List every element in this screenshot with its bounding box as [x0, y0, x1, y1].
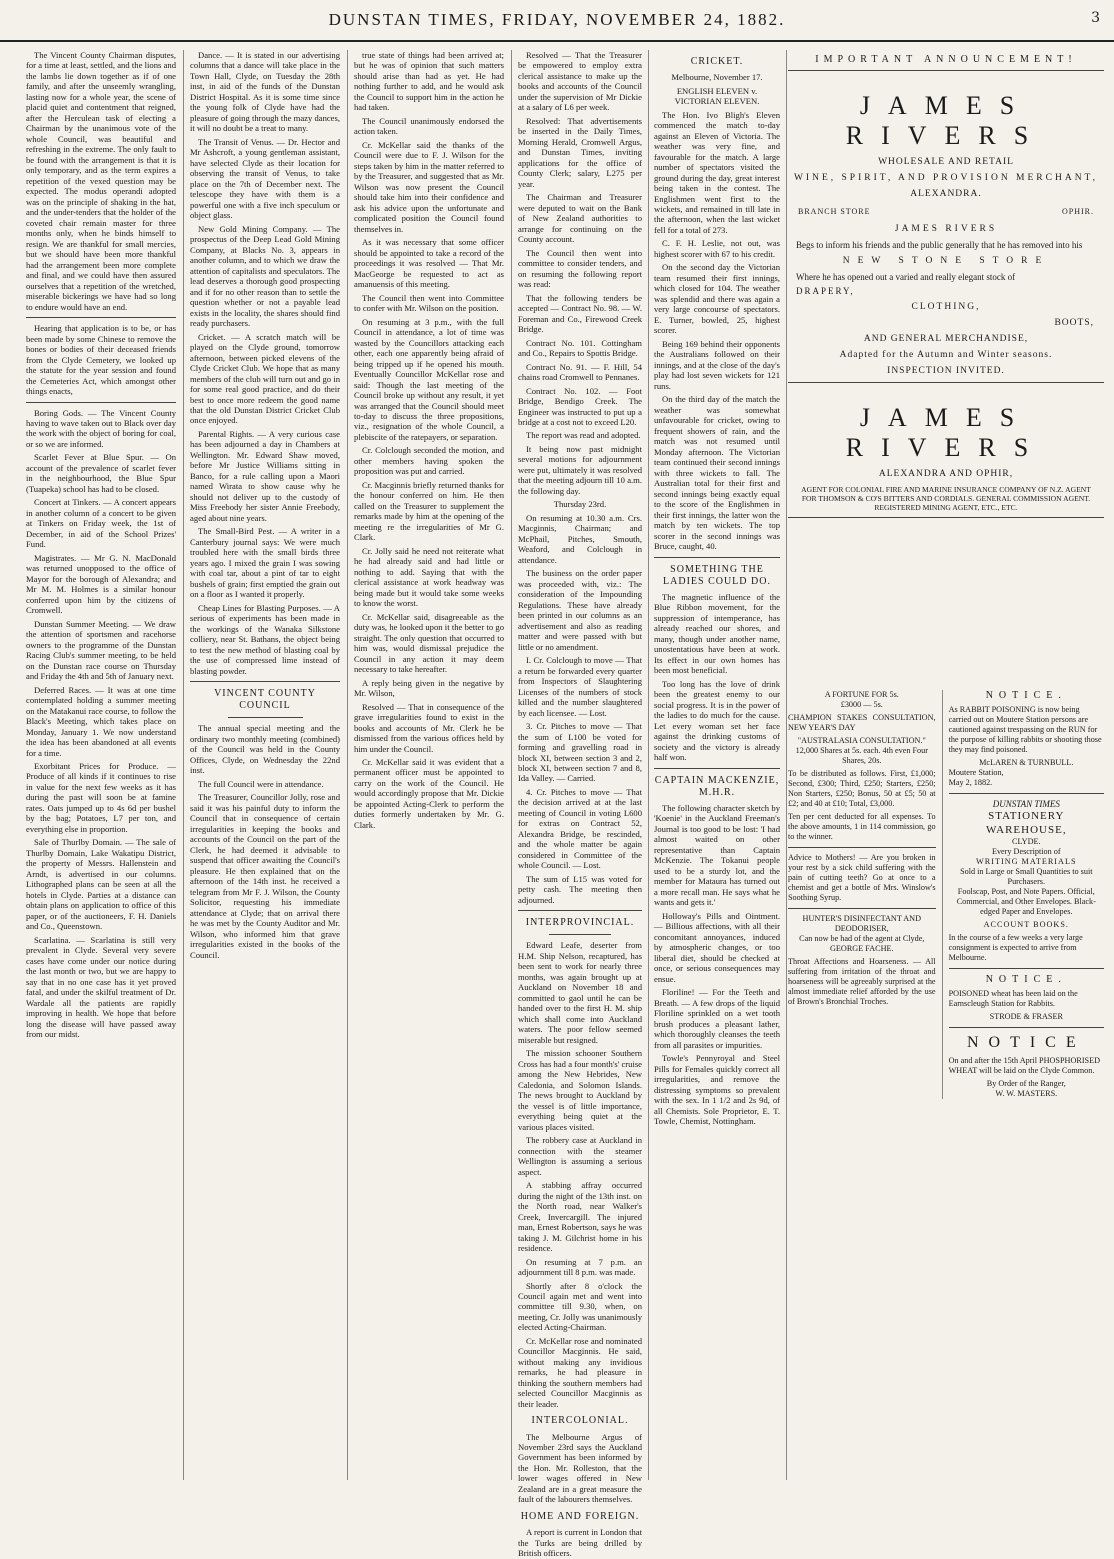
champion-stakes: CHAMPION STAKES CONSULTATION, NEW YEAR'S DAY — [788, 713, 936, 732]
mackenzie-para: The following character sketch by 'Koenie' in the Auckland Freeman's Journal is too good to be lost: 'I had almost waited on other representative than Captain McKenzie. The Tokanui people used to be a sturdy lot, and the member for Mataura has turned out a more recall man. He says what he wants and gets it.' — [654, 803, 780, 908]
advertiser-name-3: JAMES RIVERS — [845, 403, 1047, 462]
council-para: Cr. Jolly said he need not reiterate what he had already said and had little or nothing to add. Saying that with the clerical assistance at work headway was being made but it would take some weeks to know the worst. — [354, 545, 504, 609]
column-1 — [26, 50, 176, 1480]
council-para: The business on the order paper was proceeded with, viz.: The consideration of the Impounding Regulations. These have already been printed in our columns as an advertisement and also as reading matter and were passed with but little or no amendment. — [518, 568, 642, 652]
council-para: Resolved — That in consequence of the grave irregularities found to exist in the books and accounts of Mr. Clerk he be dismissed from the various offices held by him under the Council. — [354, 701, 504, 754]
stationery-every: Every Description of — [991, 846, 1061, 856]
cricket-para: C. F. H. Leslie, not out, was highest scorer with 67 to his credit. — [654, 238, 780, 259]
council-para: On resuming at 10.30 a.m. Crs. Macginnis, Chairman; and McPhail, Pitches, Smouth, Weaford, and Colclough in attendance. — [518, 512, 642, 565]
ranger-name: W. W. MASTERS. — [995, 1088, 1058, 1098]
interprovincial-para: The robbery case at Auckland in connection with the steamer Wellington is assuming a serious aspect. — [518, 1135, 642, 1177]
article-prices: Exorbitant Prices for Produce. — Produce of all kinds if it continues to rise in value for the next few weeks as it has during the past will soon be at famine rates. Oats jumped up to 4s 6d per bushel by the bag; Potatoes, L7 per ton, and everything else in proportion. — [26, 761, 176, 834]
cricket-para: The Hon. Ivo Bligh's Eleven commenced the match to-day against an Eleven of Victoria. The weather was very fine, and favourable for the match. A large number of spectators visited the ground during the day, great interest being taken in the contest. The Englishmen went first to the wickets, and remained in till late in the afternoon, when the last wicket fell for a total of 273. — [654, 109, 780, 235]
divider — [949, 1027, 1104, 1028]
ad-box-left — [788, 690, 943, 1099]
consignment: In the course of a few weeks a very large consignment is expected to arrive from Melbourne. — [948, 932, 1083, 962]
heading-cricket: CRICKET. — [690, 56, 744, 67]
divider — [190, 681, 340, 682]
divider — [788, 847, 936, 848]
rabbit-date: May 2, 1882. — [948, 778, 993, 788]
council-para: 3. Cr. Pitches to move — That the sum of L100 be voted for forming and gravelling road in block XI, between section 3 and 2, block XI, between section 7 and 8, Ida Valley. — Carried. — [518, 721, 642, 784]
ad-adapted: Adapted for the Autumn and Winter seasons. — [839, 350, 1053, 360]
divider — [654, 768, 780, 769]
column-4 — [518, 50, 642, 1559]
interprovincial-para: The mission schooner Southern Cross has had a four month's' cruise among the New Hebrides, New Caledonia, and Solomon Islands. The news brought to Auckland by the vessel is of little importance, everything being quiet at the various places visited. — [518, 1048, 642, 1132]
council-para: I. Cr. Colclough to move — That a return be forwarded every quarter from Inspectors of Slaughtering Licenses of the numbers of stock killed and the number slaughtered by each licensee. — Lost. — [518, 655, 642, 718]
advertiser-name-2: JAMES RIVERS — [894, 224, 998, 234]
writing-materials: WRITING MATERIALS — [976, 856, 1077, 866]
ad-opened: Where he has opened out a varied and really elegant stock of — [796, 272, 1016, 282]
article-scarlatina: Scarlatina. — Scarlatina is still very prevalent in Clyde. Several very severe cases have come under our notice during the last month or two, but we are happy to say that in no one case has it yet proved fatal, and under the skilful treatment of Dr. Wardale all the patients are rapidly improving in health. We hope that before long the disease will have passed away from our midst. — [26, 934, 176, 1040]
council-para: On resuming at 3 p.m., with the full Council in attendance, a lot of time was wasted by the Councillors attacking each other, each one apparently being afraid of being tripped up if he opened his mouth. Eventually Councillor McKellar rose and said: Though the last meeting of the Council broke up without any result, it yet was arranged that the Council should meet to-day to discuss the three propositions, viz., resignation of the whole Council, a plebiscite of the ratepayers, or separation. — [354, 316, 504, 442]
council-para: The Council then went into Committee to confer with Mr. Wilson on the position. — [354, 292, 504, 314]
heading-mackenzie: CAPTAIN MACKENZIE, M.H.R. — [654, 774, 780, 798]
stationery-heading: STATIONERY WAREHOUSE, — [985, 810, 1067, 836]
council-para: Cr. McKellar said, disagreeable as the duty was, he looked upon it the better to go straight. The only question that occurred to him was, would dismissal prejudice the Council in any action it may deem necessary to take hereafter. — [354, 611, 504, 675]
ladies-para: Too long has the love of drink been the greatest enemy to our social progress. It is in the power of the ladies to do much for the cause. Let every woman set her face against the drinking customs of society and the victory is already half won. — [654, 678, 780, 763]
distribution: To be distributed as follows. First, £1,000; Second, £300; Third, £250; Starters, £250; Non Starters, £250; Bonus, 50 at £5; 50 at £2; and 40 at £10; Total, £3,000. — [788, 769, 936, 808]
divider — [228, 717, 303, 718]
cricket-para: On the second day the Victorian team resumed their first innings, which closed for 104. The weather was splendid and there was again a very large concourse of spectators. E. Turner, bowled, 25, highest scorer. — [654, 262, 780, 336]
ad-town: ALEXANDRA. — [910, 189, 982, 199]
ad-winslow: Advice to Mothers! — Are you broken in your rest by a sick child suffering with the pain of cutting teeth? Go at once to a chemist and get a bottle of Mrs. Winslow's Soothing Syrup. — [788, 853, 936, 902]
article-cricket-local: Cricket. — A scratch match will be played on the Clyde ground, tomorrow afternoon, between picked elevens of the Clyde Cricket Club. We hope that as many members of the club will turn out and go in for some real good practice, and do their best to once more redeem the good name that the old Dunstan District Cricket Club once enjoyed. — [190, 331, 340, 426]
article-scarlet-fever: Scarlet Fever at Blue Spur. — On account of the prevalence of scarlet fever in the neighbourhood, the Blue Spur (Tuapeka) school has had to be closed. — [26, 452, 176, 494]
cricket-match: ENGLISH ELEVEN v. VICTORIAN ELEVEN. — [674, 85, 760, 107]
article-chinese-bones: Hearing that application is to be, or has been made by some Chinese to remove the bones or bodies of their deceased friends from the Clyde Cemetery, we looked up the statute for the year session and found the Cemeteries Act, which amongst other things enacts, — [26, 323, 176, 397]
shares-line: 12,000 Shares at 5s. each. 4th even Four Shares, 20s. — [795, 746, 928, 765]
article-summer-meeting: Dunstan Summer Meeting. — We draw the attention of sportsmen and racehorse owners to the programme of the Dunstan Racing Club's summer meeting, to be held on the Dunstan race course on Thursday and Friday the 4th and 5th of January next. — [26, 618, 176, 682]
ad-alexandra-ophir: ALEXANDRA AND OPHIR, — [878, 469, 1014, 479]
ad-floriline: Floriline! — For the Teeth and Breath. — A few drops of the liquid Floriline sprinkled on a wet tooth brush produces a pleasant lather, which thoroughly cleanses the teeth from all parasites or impurities. — [654, 987, 780, 1050]
ad-inspection: INSPECTION INVITED. — [887, 366, 1005, 376]
divider — [654, 557, 780, 558]
column-rule — [183, 50, 184, 1480]
council-para: Cr. McKellar said the thanks of the Council were due to F. J. Wilson for the steps taken by him in the matter referred to by the Treasurer, and suggested that as Mr. Wilson was now present the Council should take him into their confidence and ask his advice upon the unfortunate and complicated position the Council found themselves in. — [354, 139, 504, 234]
column-rule — [511, 50, 512, 1480]
ad-wholesale: WHOLESALE AND RETAIL — [878, 157, 1014, 167]
council-para: true state of things had been arrived at; but he was of opinion that such matters should arise than had as yet. He had nothing further to add, and he would ask the Council to support him in the action he had taken. — [354, 50, 504, 113]
article-thurlby: Sale of Thurlby Domain. — The sale of Thurlby Domain, Lake Wakatipu District, the property of Messrs. Hallenstein and Arndt, is advertised in our columns. Lithographed plans can be seen at all the hotels in Clyde. Parties at a distance can obtain plans on application to office of this paper, or of the auctioneers, F. H. Daniels and Co., Queenstown. — [26, 837, 176, 932]
ad-agent: AGENT FOR COLONIAL FIRE AND MARINE INSURANCE COMPANY OF N.Z. AGENT FOR THOMSON & CO'S BITTERS AND CORDIALS. GENERAL COMMISSION AGENT. REGISTERED MINING AGENT, ETC., ETC. — [801, 485, 1091, 512]
notice-heading: NOTICE. — [985, 690, 1067, 701]
notice-heading-2: NOTICE. — [985, 973, 1067, 985]
council-para: A reply being given in the negative by Mr. Wilson, — [354, 677, 504, 699]
ad-boots: BOOTS, — [1054, 318, 1094, 328]
council-para: Cr. McKellar said it was evident that a permanent officer must be appointed to carry on the work of the Council. He would accordingly propose that Mr. Dickie be appointed Acting-Clerk to perform the duties formerly undertaken by Mr. G. Clark. — [354, 757, 504, 830]
heading-home-foreign: HOME AND FOREIGN. — [520, 1510, 640, 1522]
council-para: The annual special meeting and the ordinary two monthly meeting (combined) of the Council was held in the County Offices, Clyde, on Wednesday the 22nd inst. — [190, 723, 340, 776]
council-para: The Treasurer, Councillor Jolly, rose and said it was his painful duty to inform the Council that in consequence of certain irregularities in keeping the books and accounts of the Council on the part of the Clerk, he had deemed it advisable to suspend that officer awaiting the Council's pleasure. He then explained that on the afternoon of the 14th inst. he received a telegram from Mr F. J. Wilson, the County Solicitor, requesting his immediate attendance at Clyde; that on arrival there he was met by the County Auditor and Mr. Wilson, who informed him that grave irregularities existed in the books of the Council. — [190, 792, 340, 960]
article-deferred-races: Deferred Races. — It was at one time contemplated holding a summer meeting on the Matakanui race course, to follow the Black's Meeting, which takes place on Monday, January 1. We now understand the idea has been abandoned at all events for a time. — [26, 684, 176, 758]
ad-boxes — [788, 690, 1104, 1099]
home-foreign-para: A report is current in London that the Turks are being drilled by British officers. — [518, 1527, 642, 1559]
account-books: ACCOUNT BOOKS. — [983, 919, 1069, 929]
article-concert: Concert at Tinkers. — A concert appears in another column of a concert to be given at Tinkers on Friday week, the 1st of December, in aid of the School Prizes' Fund. — [26, 497, 176, 550]
ad-body: Begs to inform his friends and the public generally that he has removed into his — [796, 240, 1083, 250]
strode-fraser: STRODE & FRASER — [989, 1012, 1063, 1022]
ranger-order: By Order of the Ranger, — [986, 1078, 1066, 1088]
ad-throat: Throat Affections and Hoarseness. — All suffering from irritation of the throat and hoarseness will be agreeably surprised at the almost immediate relief afforded by the use of Brown's Bronchial Troches. — [788, 957, 936, 1006]
divider — [518, 910, 642, 911]
heading-ladies: SOMETHING THE LADIES COULD DO. — [663, 563, 771, 587]
stationery-town: CLYDE. — [1012, 836, 1041, 846]
announcement-heading: IMPORTANT ANNOUNCEMENT! — [815, 54, 1077, 65]
council-para: Contract No. 102. — Foot Bridge, Bendigo Creek. The Engineer was instructed to put up a bridge at a cost not to exceed L20. — [518, 385, 642, 427]
page-number: 3 — [1091, 10, 1100, 26]
ad-branch: BRANCH STORE — [798, 207, 871, 216]
article-boring: Boring Gods. — The Vincent County having to wave taken out to Black over day the work with the object of boring for coal, or so we are informed. — [26, 407, 176, 449]
article-parental-rights: Parental Rights. — A very curious case has been adjourned a day in Chambers at Wellington. Mr. Edward Shaw moved, before Mr Justice Williams sitting in Banco, for a rule calling upon a Maori named Wirata to show cause why he should not deliver up to the custody of Miss Freebody her sister Annie Freebody, aged about nine years. — [190, 428, 340, 523]
hunter-heading: HUNTER'S DISINFECTANT AND DEODORISER, — [802, 914, 922, 933]
article-magistrates: Magistrates. — Mr G. N. MacDonald was returned unopposed to the office of Mayor for the borough of Alexandra; and Mr M. M. Holmes is a similar honour conferred upon him by the citizens of Cromwell. — [26, 552, 176, 616]
cricket-para: Being 169 behind their opponents the Australians followed on their innings, and at the close of the day's play had lost seven wickets for 121 runs. — [654, 338, 780, 391]
council-para: The Council unanimously endorsed the action taken. — [354, 115, 504, 137]
council-para: Cr. McKellar rose and nominated Councillor Macginnis. He said, without making any invidious remarks, he had pleasure in thinking the southern members had selected Councillor Macginnis as their leader. — [518, 1335, 642, 1409]
article-transit-venus: The Transit of Venus. — Dr. Hector and Mr Ashcroft, a young gentleman assistant, have selected Clyde as their location for observing the transit of Venus, to take place on the 7th of December next. The telescope they have with them is a powerful one with a five inch speculum or object glass. — [190, 136, 340, 221]
cricket-dateline: Melbourne, November 17. — [671, 72, 763, 83]
column-5 — [654, 50, 780, 1480]
divider — [549, 934, 611, 935]
divider — [949, 793, 1104, 794]
ad-box-right — [943, 690, 1104, 1099]
council-para: The Council then went into committee to consider tenders, and on resuming the following report was read: — [518, 247, 642, 290]
ad-ophir: OPHIR. — [1061, 207, 1094, 216]
advertisements — [788, 50, 1104, 1480]
phosphorised-wheat: On and after the 15th April PHOSPHORISED WHEAT will be laid on the Clyde Common. — [948, 1055, 1101, 1075]
council-para: Contract No. 91. — F. Hill, 54 chains road Cromwell to Pennanes. — [518, 361, 642, 383]
article-dance: Dance. — It is stated in our advertising columns that a dance will take place in the Town Hall, Clyde, on Tuesday the 28th inst, in aid of the funds of the Dunstan District Hospital. As it is some time since the young folk of Clyde have had the pleasure of going through the mazy dances, it will no doubt be a treat to many. — [190, 50, 340, 134]
council-para: The Chairman and Treasurer were deputed to wait on the Bank of New Zealand authorities to arrange for continuing on the County account. — [518, 192, 642, 245]
council-para: Resolved: That advertisements be inserted in the Daily Times, Morning Herald, Cromwell Argus, and Dunstan Times, inviting applications for the office of County Clerk; salary, L275 per year. — [518, 115, 642, 189]
divider — [788, 382, 1104, 383]
interprovincial-para: A stabbing affray occurred during the night of the 13th inst. on the North road, near Walker's Creek, Invercargill. The injured man, Ernest Robertson, says he was taking J. M. Gilchrist home in his residence. — [518, 1180, 642, 1254]
heading-interprovincial: INTERPROVINCIAL. — [525, 917, 635, 929]
column-rule — [786, 50, 787, 1480]
article-mining-company: New Gold Mining Company. — The prospectus of the Deep Lead Gold Mining Company, at Blacks No. 3, appears in another column, and to which we draw the attention of capitalists and speculators. The lead deserves a thorough good prospecting and if for no other reason than to settle the question whether or not a payable lead exists in the locality, the shares should find ready purchasers. — [190, 223, 340, 329]
cricket-para: On the third day of the match the weather was somewhat unfavourable for cricket, owing to frequent showers of rain, and the match was not resumed until Monday afternoon. The Victorian team continued their second innings with three wickets to fall. The Australian total for their first and second innings being exactly equal to the score of the Englishmen in their first innings, the latter won the match by ten wickets. The top scorer in the second innings was Bruce, caught, 40. — [654, 394, 780, 552]
interprovincial-para: Edward Leafe, deserter from H.M. Ship Nelson, recaptured, has been sent to work for nearly three months, was again brought up at Auckland on November 18 and committed to gaol until he can be handed over to the first H. M. ship which shall come into Auckland waters. The poor fellow seemed miserable but resigned. — [518, 940, 642, 1045]
council-para: The report was read and adopted. — [526, 430, 641, 441]
article-small-bird: The Small-Bird Pest. — A writer in a Canterbury journal says: We were much troubled here with the small birds three years ago. I mixed the grain I was sowing with coal tar, about a pint of tar to eight bushels of grain; first emptied the grain out on a floor as I wanted it properly. — [190, 526, 340, 600]
stationery-papers: Foolscap, Post, and Note Papers. Official, Commercial, and Other Envelopes. Black-edged Paper and Envelopes. — [956, 886, 1096, 916]
divider — [788, 908, 936, 909]
ad-new-store: NEW STONE STORE — [842, 256, 1050, 266]
council-para: As it was necessary that some officer should be appointed to take a record of the proceedings it was resolved — That Mr. MacGeorge be requested to act as amanuensis of this meeting. — [354, 237, 504, 290]
column-rule — [648, 50, 649, 1480]
council-para: On resuming at 7 p.m. an adjournment till 8 p.m. was made. — [518, 1256, 642, 1278]
masthead — [0, 0, 1114, 42]
council-para: It being now past midnight several motions for adjournment were put, ultimately it was resolved that the meeting adjourn till 10 a.m. the following day. — [518, 443, 642, 496]
divider — [788, 70, 1104, 71]
council-para: Resolved — That the Treasurer be empowered to employ extra clerical assistance to make up the books and accounts of the Council under the supervision of Mr Dickie at a salary of L6 per week. — [518, 50, 642, 113]
notice-heading-3: NOTICE — [966, 1034, 1086, 1052]
ad-drapery: DRAPERY, — [796, 286, 855, 296]
heading-vincent-council: VINCENT COUNTY COUNCIL — [214, 688, 316, 712]
percent-line: Ten per cent deducted for all expenses. To the above amounts, 1 in 114 commission, go to the winner. — [788, 812, 936, 841]
column-3 — [354, 50, 504, 1480]
council-para: The sum of L15 was voted for petty cash. The meeting then adjourned. — [518, 873, 642, 905]
council-para: Contract No. 101. Cottingham and Co., Repairs to Spottis Bridge. — [518, 337, 642, 359]
ad-holloway: Holloway's Pills and Ointment. — Billious affections, with all their concomitant annoyances, induced by atmospheric changes, or too liberal diet, should be checked at once, or serious consequences may ensue. — [654, 910, 780, 984]
intercolonial-para: The Melbourne Argus of November 23rd says the Auckland Government has been informed by the Hon. Mr. Rolleston, that the lower wages offered in New Zealand are in a great measure the fault of the labourers themselves. — [518, 1431, 642, 1505]
ladies-para: The magnetic influence of the Blue Ribbon movement, for the suppression of intemperance, has already reached our shores, and many, though under another name, unostentatious have been at work. Its effect in our own homes has been most beneficial. — [654, 591, 780, 676]
council-para: Cr. Macginnis briefly returned thanks for the honour conferred on him. He then called on the Treasurer to supplement the remarks made by him at the opening of the meeting re the irregularities of Mr G. Clark. — [354, 479, 504, 543]
divider — [788, 517, 1104, 518]
fortune-amount: £3000 — 5s. — [840, 700, 883, 709]
divider — [949, 968, 1104, 969]
australasia-consultation: "AUSTRALASIA CONSULTATION." — [797, 736, 926, 745]
dunstan-times-label: DUNSTAN TIMES — [992, 799, 1060, 810]
divider — [26, 317, 176, 318]
column-2 — [190, 50, 340, 1480]
ad-general: AND GENERAL MERCHANDISE, — [863, 334, 1029, 344]
article-chairman: The Vincent County Chairman disputes, for a time at least, settled, and the lions and the lambs lie down together as if of one family, and after the unseemly wrangling, lasting now for a whole year, the scene of placid quiet and contentment that reigned, after the Herculean task of electing a Chairman by the unanimous vote of the whole Council, was beautiful and refreshing in the extreme. The only fault to be found with the arrangement is that it is only temporary, and as the term expires a repetition of the vexed question may be expected. The modus operandi adopted was on the principle of shaking in the hat, and the under-tenders that the holder of the coveted chair remain master for three months only, when he binds himself to resign. We are thankful for small mercies, but we should have been more thankful had the arrangement been more complete and final, and we could have then assured ourselves that a repetition of the wretched, miserable bickerings we have had so long to endure would have an end. — [26, 50, 176, 312]
hunter-agent: Can now be had of the agent at Clyde, — [799, 934, 925, 943]
divider — [26, 402, 176, 403]
date-line: Thursday 23rd. — [553, 499, 607, 510]
heading-intercolonial: INTERCOLONIAL. — [531, 1415, 629, 1427]
council-para: The full Council were in attendance. — [198, 778, 324, 789]
poisoned-wheat: POISONED wheat has been laid on the Earnscleugh Station for Rabbits. — [948, 989, 1078, 1009]
newspaper-title: DUNSTAN TIMES, FRIDAY, NOVEMBER 24, 1882. — [328, 10, 786, 29]
article-blasting: Cheap Lines for Blasting Purposes. — A serious of experiments has been made in the workings of the Wanaka Silkstone colliery, near St. Bathans, the object being to test the new method of blasting coal by the use of compressed lime instead of blasting powder. — [190, 602, 340, 676]
fortune-title: A FORTUNE FOR 5s. — [824, 690, 899, 699]
rabbit-notice: As RABBIT POISONING is now being carried out on Moutere Station persons are cautioned against trespassing on the RUN for the purpose of killing rabbits or shooting those they may find poisoned. — [948, 705, 1102, 755]
ad-towle: Towle's Pennyroyal and Steel Pills for Females quickly correct all irregularities, and remove the distressing symptoms so prevalent with the sex. In 1 1/2 and 2s 9d, of all Chemists. Sole Proprietor, E. T. Towle, Chemist, Nottingham. — [654, 1053, 780, 1127]
rabbit-place: Moutere Station, — [948, 768, 1004, 778]
rabbit-signature: McLAREN & TURNBULL. — [979, 758, 1074, 768]
council-para: Shortly after 8 o'clock the Council again met and went into committee till 9.30, when, on meeting, Cr. Jolly was unanimously elected Acting-Chairman. — [518, 1280, 642, 1333]
council-para: That the following tenders be accepted — Contract No. 98. — W. Foreman and Co., Firewood Creek Bridge. — [518, 292, 642, 335]
advertiser-name: JAMES RIVERS — [845, 91, 1047, 150]
council-para: 4. Cr. Pitches to move — That the decision arrived at at the last meeting of Council in voting L600 for extras on Contract 52, Alexandra Bridge, be rescinded, and the whole matter be again considered in Committee of the whole Council. — Lost. — [518, 786, 642, 871]
column-rule — [347, 50, 348, 1480]
stationery-sold: Sold in Large or Small Quantities to suit Purchasers. — [960, 866, 1093, 886]
council-para: Cr. Colclough seconded the motion, and other members having spoken the proposition was put and carried. — [354, 445, 504, 477]
ad-clothing: CLOTHING, — [911, 302, 981, 312]
hunter-fache: GEORGE FACHE. — [830, 944, 894, 953]
ad-merchant: WINE, SPIRIT, AND PROVISION MERCHANT, — [793, 173, 1099, 183]
ad-branch-row — [798, 207, 1094, 216]
